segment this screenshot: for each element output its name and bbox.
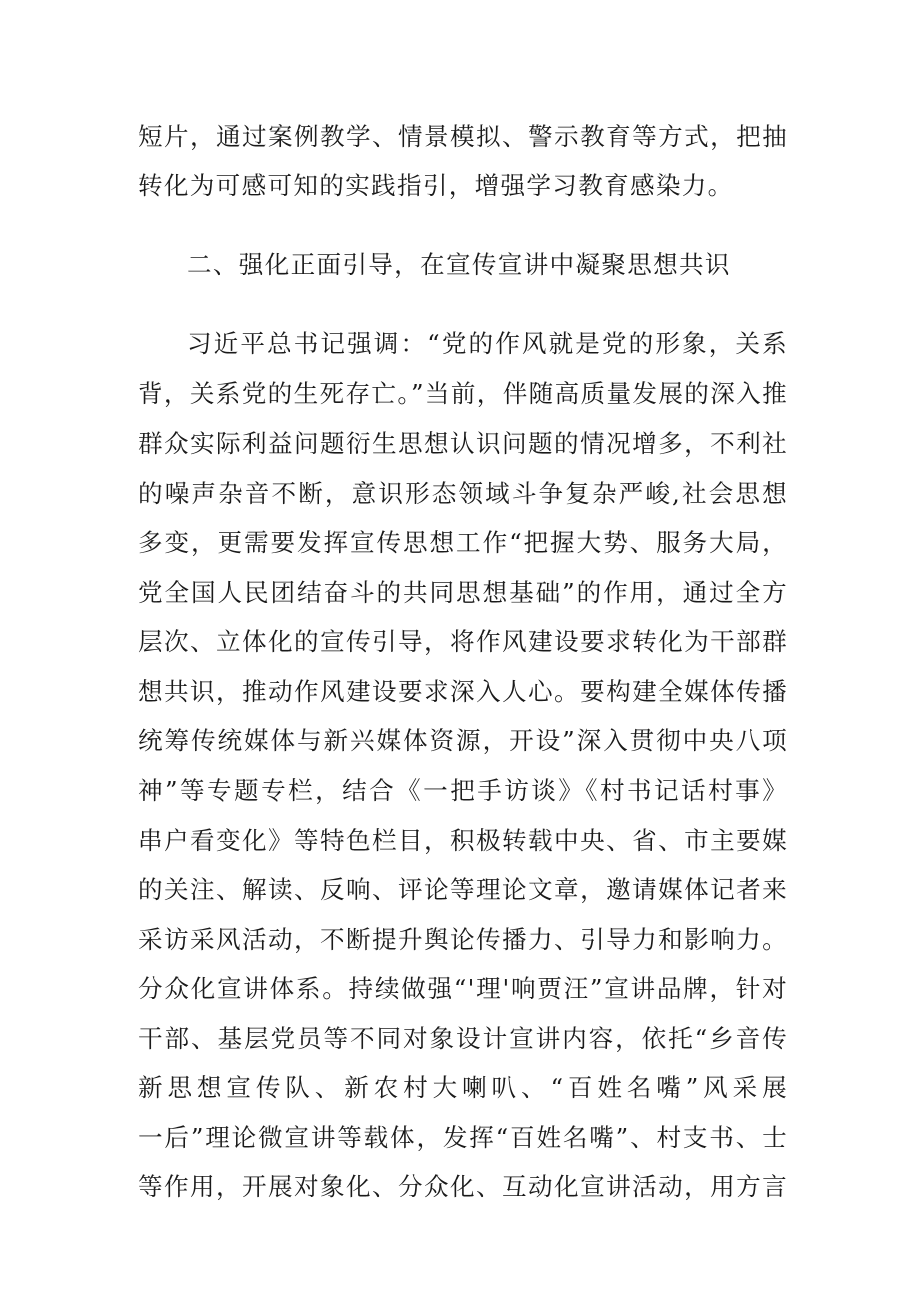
- body-text-line: 的噪声杂音不断，意识形态领域斗争复杂严峻,社会思想: [138, 479, 788, 508]
- body-text-line: 串户看变化》等特色栏目，积极转载中央、省、市主要媒: [138, 826, 788, 855]
- body-text-line: 短片，通过案例教学、情景模拟、警示教育等方式，把抽: [138, 122, 788, 151]
- body-text-line: 层次、立体化的宣传引导，将作风建设要求转化为干部群: [138, 627, 788, 656]
- body-text-line: 等作用，开展对象化、分众化、互动化宣讲活动，用方言: [138, 1172, 788, 1201]
- body-text-line: 统筹传统媒体与新兴媒体资源，开设”深入贯彻中央八项: [138, 726, 788, 755]
- body-text-line: 一后”理论微宣讲等载体，发挥“百姓名嘴”、村支书、士: [138, 1123, 788, 1152]
- body-text-line: 新思想宣传队、新农村大喇叭、“百姓名嘴”风采展: [138, 1073, 788, 1102]
- body-text-line: 习近平总书记强调：“党的作风就是党的形象，关系: [187, 329, 788, 358]
- body-text-line: 的关注、解读、反响、评论等理论文章，邀请媒体记者来: [138, 875, 788, 904]
- body-text-line: 分众化宣讲体系。持续做强“'理'响贾汪”宣讲品牌，针对: [138, 974, 788, 1003]
- body-text-line: 想共识，推动作风建设要求深入人心。要构建全媒体传播: [138, 677, 788, 706]
- body-text-line: 采访采风活动，不断提升舆论传播力、引导力和影响力。: [138, 925, 788, 954]
- body-text-line: 神”等专题专栏，结合《一把手访谈》《村书记话村事》: [138, 776, 788, 805]
- body-text-line: 党全国人民团结奋斗的共同思想基础”的作用，通过全方: [138, 578, 788, 607]
- body-text-line: 转化为可感可知的实践指引，增强学习教育感染力。: [138, 171, 734, 200]
- body-text-line: 多变，更需要发挥宣传思想工作“把握大势、服务大局，: [138, 528, 788, 557]
- section-heading: 二、强化正面引导，在宣传宣讲中凝聚思想共识: [187, 250, 731, 279]
- body-text-line: 干部、基层党员等不同对象设计宣讲内容，依托“乡音传: [138, 1024, 788, 1053]
- body-text-line: 背，关系党的生死存亡。”当前，伴随高质量发展的深入推: [138, 379, 788, 408]
- body-text-line: 群众实际利益问题衍生思想认识问题的情况增多，不利社: [138, 429, 788, 458]
